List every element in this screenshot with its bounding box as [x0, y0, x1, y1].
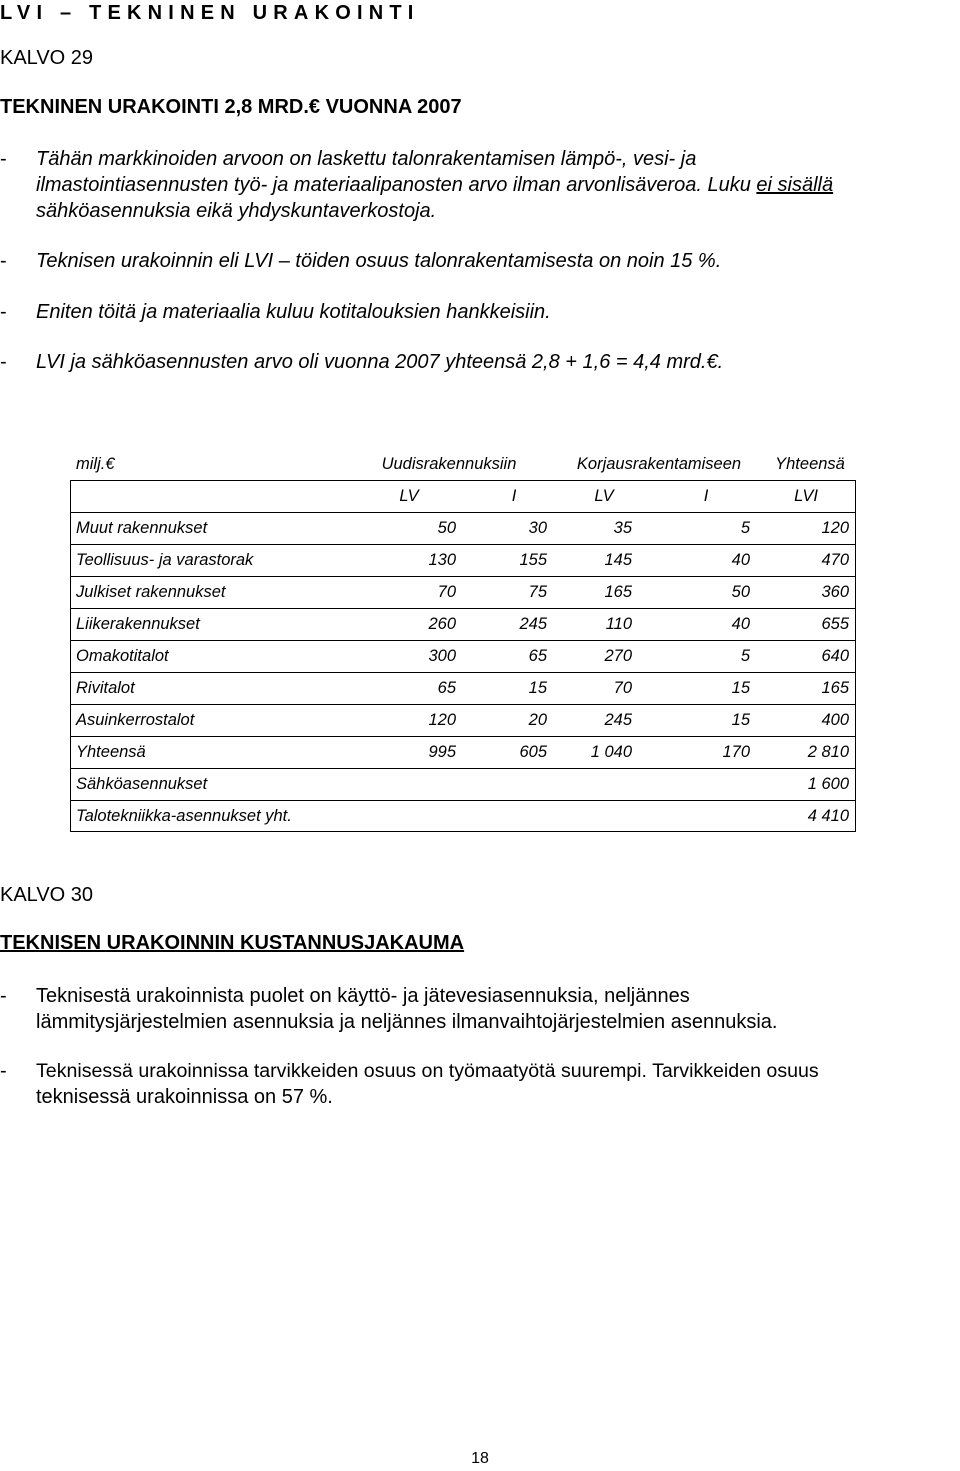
row-label: Julkiset rakennukset: [76, 583, 226, 601]
bullet-market-value: [0, 146, 960, 226]
table-cell: 270: [604, 647, 632, 665]
underlined-phrase: ei sisällä: [756, 174, 834, 196]
table-cell: 130: [428, 551, 456, 569]
table-cell: 15: [528, 679, 547, 697]
table-cell: 50: [731, 583, 750, 601]
slide-29-heading: TEKNINEN URAKOINTI 2,8 MRD.€ VUONNA 2007: [0, 96, 462, 118]
subheader-lv: LV: [594, 487, 614, 505]
table-cell: 170: [722, 743, 750, 761]
table-cell: 1 600: [807, 775, 849, 793]
bullet-dash: -: [0, 1060, 7, 1082]
table-cell: 145: [604, 551, 632, 569]
slide-29-label: KALVO 29: [0, 47, 94, 69]
page-number: 18: [471, 1450, 489, 1467]
bullet-households: [0, 299, 960, 325]
bullet-line: teknisessä urakoinnissa on 57 %.: [36, 1086, 333, 1108]
table-cell: 300: [428, 647, 456, 665]
row-label: Liikerakennukset: [76, 615, 200, 633]
table-cell: 470: [821, 551, 849, 569]
bullet-materials-share: [0, 1058, 960, 1110]
table-cell: 165: [604, 583, 632, 601]
document-title: LVI – TEKNINEN URAKOINTI: [0, 2, 420, 24]
table-cell: 605: [519, 743, 547, 761]
header-renovation: Korjausrakentamiseen: [576, 455, 742, 473]
table-cell: 360: [821, 583, 849, 601]
bullet-line: Teknisessä urakoinnissa tarvikkeiden osuus on työmaatyötä suurempi. Tarvikkeiden osuus: [36, 1060, 819, 1082]
subheader-i: I: [703, 487, 709, 505]
table-cell: 70: [437, 583, 456, 601]
slide-30-label: KALVO 30: [0, 884, 94, 906]
row-label: Omakotitalot: [76, 647, 169, 665]
bullet-line: lämmitysjärjestelmien asennuksia ja neljännes ilmanvaihtojärjestelmien asennuksia.: [36, 1011, 778, 1033]
table-cell: 5: [740, 647, 750, 665]
row-label: Rivitalot: [76, 679, 135, 697]
bullet-dash: -: [0, 985, 7, 1007]
header-new-construction: Uudisrakennuksiin: [381, 455, 517, 473]
subheader-lv: LV: [399, 487, 419, 505]
table-cell: 65: [528, 647, 547, 665]
table-cell: [650, 768, 750, 800]
bullet-dash: -: [0, 148, 7, 170]
bullet-line: Teknisestä urakoinnista puolet on käyttö- ja jätevesiasennuksia, neljännes: [36, 985, 690, 1007]
row-label: Yhteensä: [76, 743, 146, 761]
table-cell: 1 040: [590, 743, 632, 761]
table-cell: 155: [519, 551, 547, 569]
table-cell: 400: [821, 711, 849, 729]
table-cell: 245: [604, 711, 632, 729]
subheader-i: I: [511, 487, 517, 505]
table-corner-label: milj.€: [76, 455, 115, 473]
row-label: Muut rakennukset: [76, 519, 208, 537]
table-border: [855, 480, 856, 832]
table-cell: [532, 800, 632, 832]
bullet-line: Eniten töitä ja materiaalia kuluu kotitalouksien hankkeisiin.: [36, 301, 551, 323]
table-cell: 40: [731, 615, 750, 633]
bullet-line: LVI ja sähköasennusten arvo oli vuonna 2007 yhteensä 2,8 + 1,6 = 4,4 mrd.€.: [36, 351, 724, 373]
table-cell: 50: [437, 519, 456, 537]
table-cell: [532, 768, 632, 800]
bullet-dash: -: [0, 351, 7, 373]
table-cell: 120: [821, 519, 849, 537]
bullet-lvi-share: [0, 248, 960, 274]
bullet-dash: -: [0, 301, 7, 323]
header-total: Yhteensä: [775, 455, 845, 473]
table-cell: 70: [613, 679, 632, 697]
table-cell: 655: [821, 615, 849, 633]
table-cell: 165: [821, 679, 849, 697]
table-cell: 15: [731, 711, 750, 729]
table-cell: 15: [731, 679, 750, 697]
table-cell: 4 410: [807, 807, 849, 825]
table-cell: 110: [605, 615, 632, 633]
table-cell: 640: [821, 647, 849, 665]
row-label: Teollisuus- ja varastorak: [76, 551, 254, 569]
bullet-cost-split: [0, 983, 960, 1035]
table-cell: 260: [428, 615, 456, 633]
cost-table: [70, 448, 856, 832]
table-cell: 245: [519, 615, 547, 633]
table-cell: 120: [428, 711, 456, 729]
bullet-total-value: [0, 349, 960, 375]
table-cell: [650, 800, 750, 832]
row-label: Sähköasennukset: [76, 775, 208, 793]
table-cell: 5: [740, 519, 750, 537]
bullet-line: Teknisen urakoinnin eli LVI – töiden osuus talonrakentamisesta on noin 15 %.: [36, 250, 722, 272]
row-label: Asuinkerrostalot: [76, 711, 195, 729]
row-label: Talotekniikka-asennukset yht.: [76, 807, 292, 825]
bullet-line: Tähän markkinoiden arvoon on laskettu talonrakentamisen lämpö-, vesi- ja: [36, 148, 697, 170]
bullet-line: ilmastointiasennusten työ- ja materiaalipanosten arvo ilman arvonlisäveroa. Luku ei sisällä: [36, 174, 834, 196]
table-cell: 995: [428, 743, 456, 761]
table-cell: 40: [731, 551, 750, 569]
table-cell: [356, 800, 456, 832]
table-cell: 65: [437, 679, 456, 697]
table-border: [70, 480, 71, 832]
table-cell: 30: [528, 519, 547, 537]
subheader-lvi: LVI: [794, 487, 818, 505]
table-cell: 35: [613, 519, 632, 537]
slide-30-heading: TEKNISEN URAKOINNIN KUSTANNUSJAKAUMA: [0, 932, 465, 954]
table-cell: [356, 768, 456, 800]
table-cell: 75: [528, 583, 547, 601]
bullet-dash: -: [0, 250, 7, 272]
table-cell: 20: [528, 711, 547, 729]
bullet-line: sähköasennuksia eikä yhdyskuntaverkostoja.: [36, 200, 437, 222]
table-cell: 2 810: [807, 743, 849, 761]
